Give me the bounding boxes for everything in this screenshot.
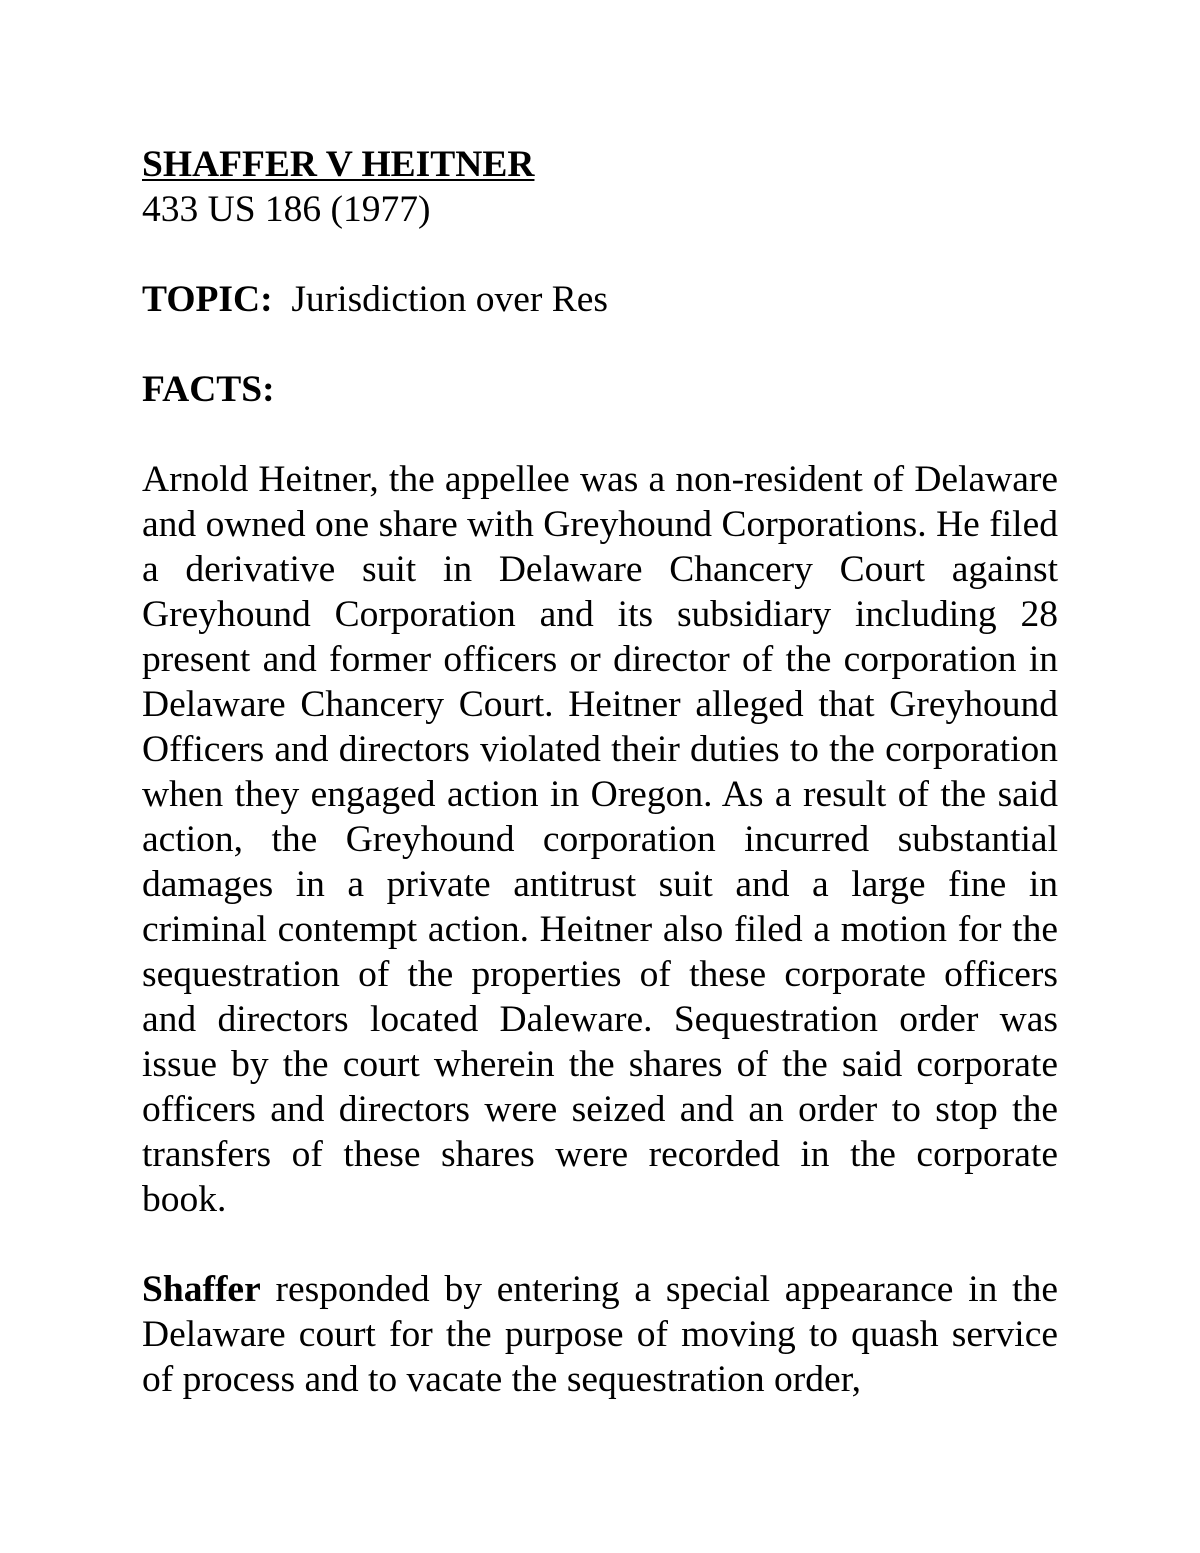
case-title: SHAFFER V HEITNER — [142, 144, 535, 185]
topic-value: Jurisdiction over Res — [291, 279, 608, 320]
case-citation: 433 US 186 (1977) — [142, 189, 431, 230]
paragraph-2-lead: Shaffer — [142, 1269, 261, 1310]
document-page — [142, 142, 1058, 1447]
topic-label: TOPIC: — [142, 279, 273, 320]
facts-heading: FACTS: — [142, 369, 275, 410]
facts-paragraph-1: Arnold Heitner, the appellee was a non-resident of Delaware and owned one share with Greyhound Corporations. He filed a derivative suit in Delaware Chancery Court against Greyhound Corporation and its subsidiary including 28 present and former officers or director of the corporation in Delaware Chancery Court. Heitner alleged that Greyhound Officers and directors violated their duties to the corporation when they engaged action in Oregon. As a result of the said action, the Greyhound corporation incurred substantial damages in a private antitrust suit and a large fine in criminal contempt action. Heitner also filed a motion for the sequestration of the properties of these corporate officers and directors located Daleware. Sequestration order was issue by the court wherein the shares of the said corporate officers and directors were seized and an order to stop the transfers of these shares were recorded in the corporate book. — [142, 459, 1058, 1220]
facts-paragraph-2 — [142, 1267, 1058, 1402]
topic-line — [142, 277, 1058, 322]
paragraph-2-text: responded by entering a special appearance in the Delaware court for the purpose of moving to quash service of process and to vacate the sequestration order, — [142, 1269, 1058, 1400]
